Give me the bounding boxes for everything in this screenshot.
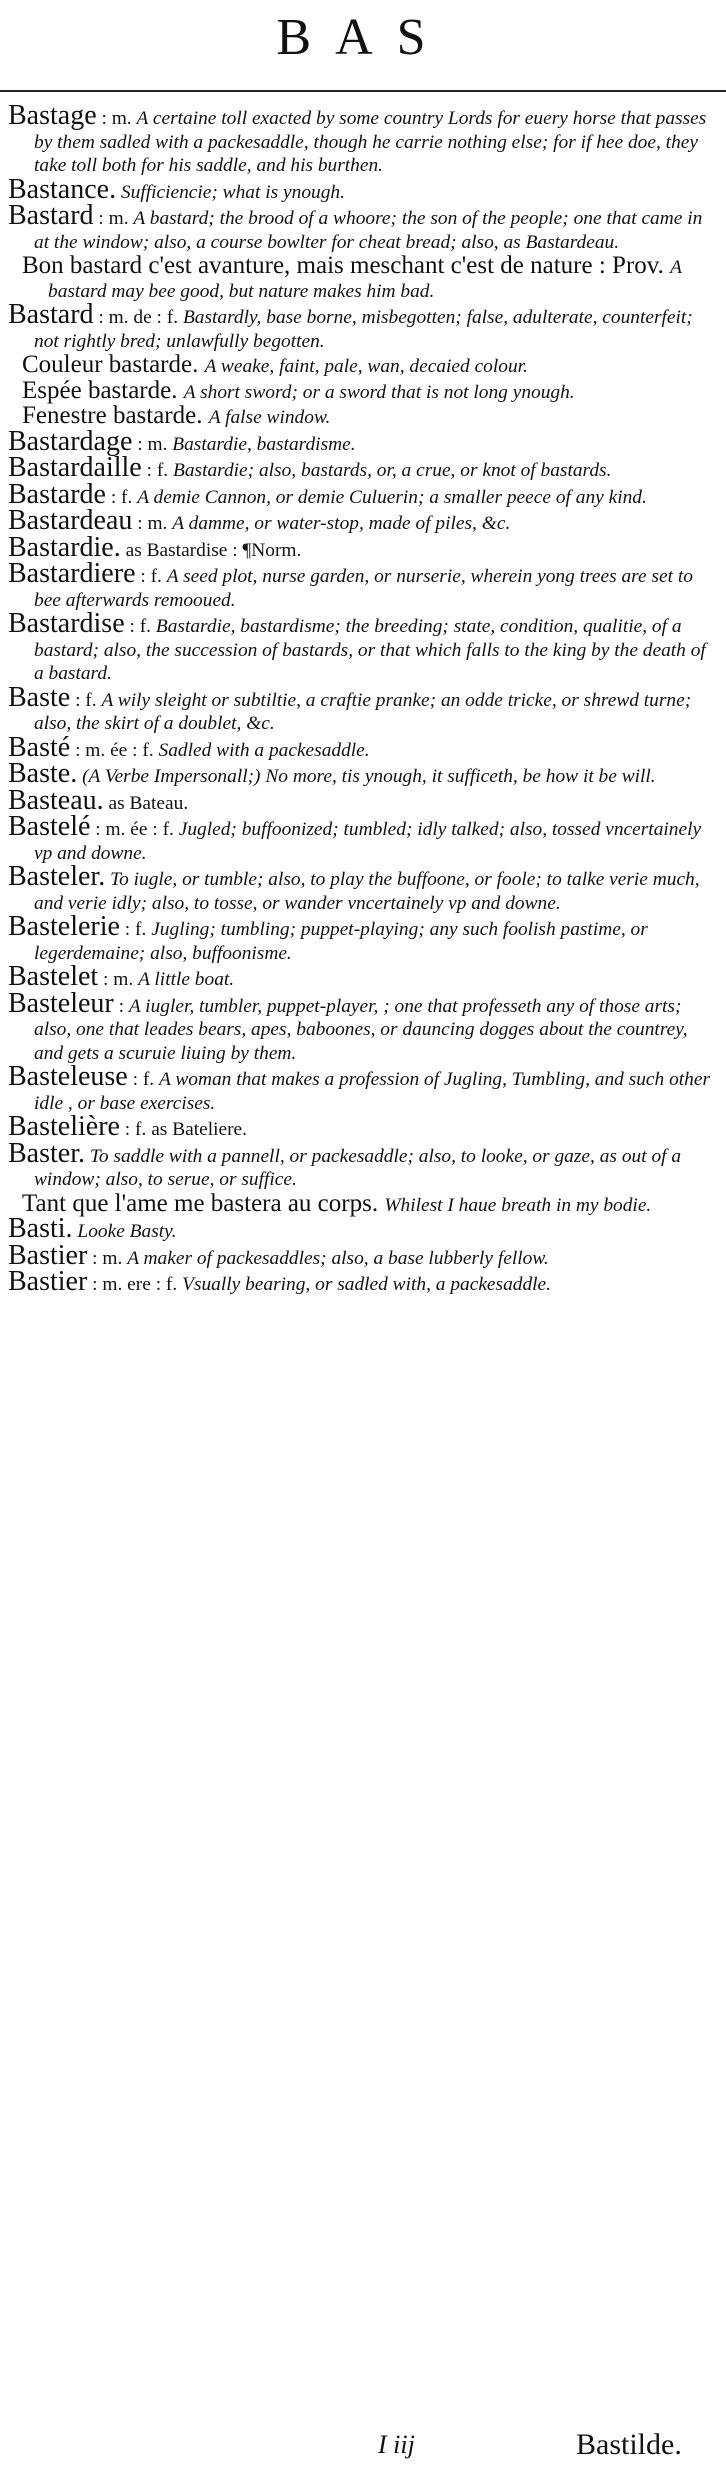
dictionary-entry [8, 1213, 718, 1244]
dictionary-entry [8, 811, 718, 865]
sub-entry [8, 1189, 718, 1218]
dictionary-entry [8, 861, 718, 915]
dictionary-entry [8, 100, 718, 178]
dictionary-entry [8, 784, 718, 816]
definition: Sufficiencie; what is ynough. [120, 181, 345, 203]
headword: Bastard [8, 299, 94, 330]
headword: Bastardiere [8, 558, 136, 589]
definition: To saddle with a pannell, or packesaddle; also, to looke, or gaze, as out of a window; also, to serue, or suffice. [34, 1145, 682, 1190]
grammar-note: : m. ée : f. [70, 739, 159, 761]
entry-list [8, 100, 718, 1297]
grammar-note: : m. [132, 433, 173, 455]
dictionary-entry [8, 1111, 718, 1142]
grammar-note: as Bateau. [103, 792, 189, 814]
definition: A certaine toll exacted by some country Lords for euery horse that passes by them sadled with a packesaddle, though he carrie nothing else; for if hee doe, they take toll both for his saddle, and his burthen. [34, 108, 707, 176]
headword: Bastelière [8, 1111, 120, 1142]
grammar-note: : f. [124, 616, 156, 637]
headword: Bastardage [8, 425, 133, 457]
grammar-note: : f. [127, 1069, 159, 1090]
headword: Bastardie. [8, 531, 121, 563]
headword: Bastarde [8, 478, 106, 510]
definition: A bastard may bee good, but nature makes him bad. [48, 257, 682, 302]
dictionary-entry [8, 452, 718, 483]
grammar-note: : f. [119, 919, 152, 940]
definition: A weake, faint, pale, wan, decaied colour. [204, 356, 528, 377]
phrase: Espée bastarde. [22, 376, 184, 404]
grammar-note: : m. [132, 513, 173, 534]
headword: Bastier [8, 1239, 88, 1271]
dictionary-entry [8, 731, 718, 763]
dictionary-entry [8, 758, 718, 789]
definition: (A Verbe Impersonall;) No more, tis ynough, it sufficeth, be how it be will. [82, 766, 656, 787]
headword: Basteler. [8, 861, 106, 892]
definition: Looke Basty. [77, 1221, 177, 1242]
dictionary-entry [8, 1266, 718, 1297]
headword: Bastelé [8, 811, 91, 842]
sub-entry [8, 376, 718, 405]
definition: Sadled with a packesaddle. [158, 739, 370, 761]
grammar-note: : m. [87, 1247, 128, 1269]
definition: A maker of packesaddles; also, a base lubberly fellow. [127, 1247, 549, 1269]
phrase: Bon bastard c'est avanture, mais meschant c'est de nature : Prov. [22, 252, 671, 279]
grammar-note: : m. ée : f. [90, 819, 179, 840]
dictionary-entry [8, 558, 718, 612]
headword: Bastelet [8, 961, 99, 992]
dictionary-entry [8, 200, 718, 254]
definition: A woman that makes a profession of Jugling, Tumbling, and such other idle , or base exercises. [34, 1069, 711, 1114]
definition: A demie Cannon, or demie Culuerin; a smaller peece of any kind. [137, 486, 647, 508]
page-footer [0, 2424, 726, 2472]
grammar-note: : m. [98, 969, 139, 990]
phrase: Fenestre bastarde. [22, 402, 209, 429]
headword: Bastardise [8, 608, 125, 639]
headword: Bastage [8, 100, 97, 131]
dictionary-entry [8, 987, 718, 1066]
dictionary-entry [8, 681, 718, 736]
signature-mark: I iij [378, 2430, 415, 2459]
definition: A short sword; or a sword that is not long ynough. [183, 381, 575, 403]
headword: Baste. [8, 758, 78, 789]
grammar-note: : m. ere : f. [87, 1274, 183, 1295]
grammar-note: : f. [105, 486, 138, 508]
sub-entry [8, 353, 718, 379]
headword: Baste [8, 681, 71, 713]
definition: Jugling; tumbling; puppet-playing; any such foolish pastime, or legerdemaine; also, buffoonisme. [34, 919, 648, 964]
grammar-note: : f. as Bateliere. [119, 1119, 248, 1140]
grammar-note: : f. [141, 460, 173, 481]
headword: Basti. [8, 1213, 73, 1244]
phrase: Tant que l'ame me bastera au corps. [22, 1189, 385, 1217]
definition: Bastardie; also, bastards, or, a crue, or knot of bastards. [172, 460, 612, 481]
definition: Bastardly, base borne, misbegotten; false, adulterate, counterfeit; not rightly bred; unlawfully begotten. [34, 307, 693, 352]
headword: Bastardeau [8, 505, 133, 536]
grammar-note: as Bastardise : ¶Norm. [120, 539, 302, 561]
definition: A damme, or water-stop, made of piles, &c. [172, 513, 511, 534]
headword: Basteau. [8, 784, 104, 816]
definition: To iugle, or tumble; also, to play the buffoone, or foole; to talke verie much, and verie idly; also, to tosse, or wander vncertainely vp and downe. [34, 869, 700, 914]
grammar-note: : m. [96, 108, 137, 129]
definition: A iugler, tumbler, puppet-player, ; one that professeth any of those arts; also, one that leades bears, apes, baboones, or dauncing dogges about the countrey, and gets a scuruie liuing by them. [34, 995, 688, 1064]
definition: A seed plot, nurse garden, or nurserie, wherein yong trees are set to bee afterwards remooued. [34, 566, 693, 611]
header-rule [0, 90, 726, 92]
headword: Bastardaille [8, 452, 142, 483]
definition: Whilest I haue breath in my bodie. [384, 1194, 652, 1216]
page-header: BAS [276, 9, 450, 66]
phrase: Couleur bastarde. [22, 351, 205, 378]
grammar-note: : [113, 995, 129, 1017]
definition: Bastardie, bastardisme. [172, 433, 356, 455]
grammar-note: : f. [135, 566, 167, 587]
dictionary-entry [8, 1061, 718, 1115]
definition: Vsually bearing, or sadled with, a packesaddle. [182, 1274, 552, 1295]
dictionary-entry [8, 961, 718, 992]
dictionary-entry [8, 299, 718, 353]
definition: A wily sleight or subtiltie, a craftie pranke; an odde tricke, or shrewd turne; also, the skirt of a doublet, &c. [34, 689, 692, 734]
dictionary-entry [8, 1137, 718, 1192]
headword: Basteleur [8, 987, 114, 1019]
definition: Jugled; buffoonized; tumbled; idly talked; also, tossed vncertainely vp and downe. [34, 819, 702, 864]
headword: Bastier [8, 1266, 88, 1297]
headword: Basté [8, 731, 71, 763]
headword: Bastard [8, 200, 94, 231]
dictionary-entry [8, 1239, 718, 1271]
sub-entry [8, 254, 718, 303]
dictionary-entry [8, 608, 718, 686]
definition: A bastard; the brood of a whoore; the son of the people; one that came in at the window; also, a course bowlter for cheat bread; also, as Bastardeau. [34, 208, 703, 253]
headword: Basteleuse [8, 1061, 128, 1092]
catchword: Bastilde. [576, 2428, 682, 2461]
headword: Bastance. [8, 173, 117, 205]
headword: Baster. [8, 1137, 85, 1169]
grammar-note: : m. de : f. [93, 307, 183, 328]
dictionary-entry [8, 173, 718, 205]
definition: A false window. [208, 407, 331, 428]
definition: Bastardie, bastardisme; the breeding; state, condition, qualitie, of a bastard; also, the succession of bastards, or that which falls to the king by the death of a bastard. [34, 616, 706, 684]
grammar-note: : m. [93, 208, 134, 229]
definition: A little boat. [138, 969, 235, 990]
grammar-note: : f. [70, 689, 102, 711]
dictionary-entry [8, 911, 718, 965]
headword: Bastelerie [8, 911, 120, 942]
